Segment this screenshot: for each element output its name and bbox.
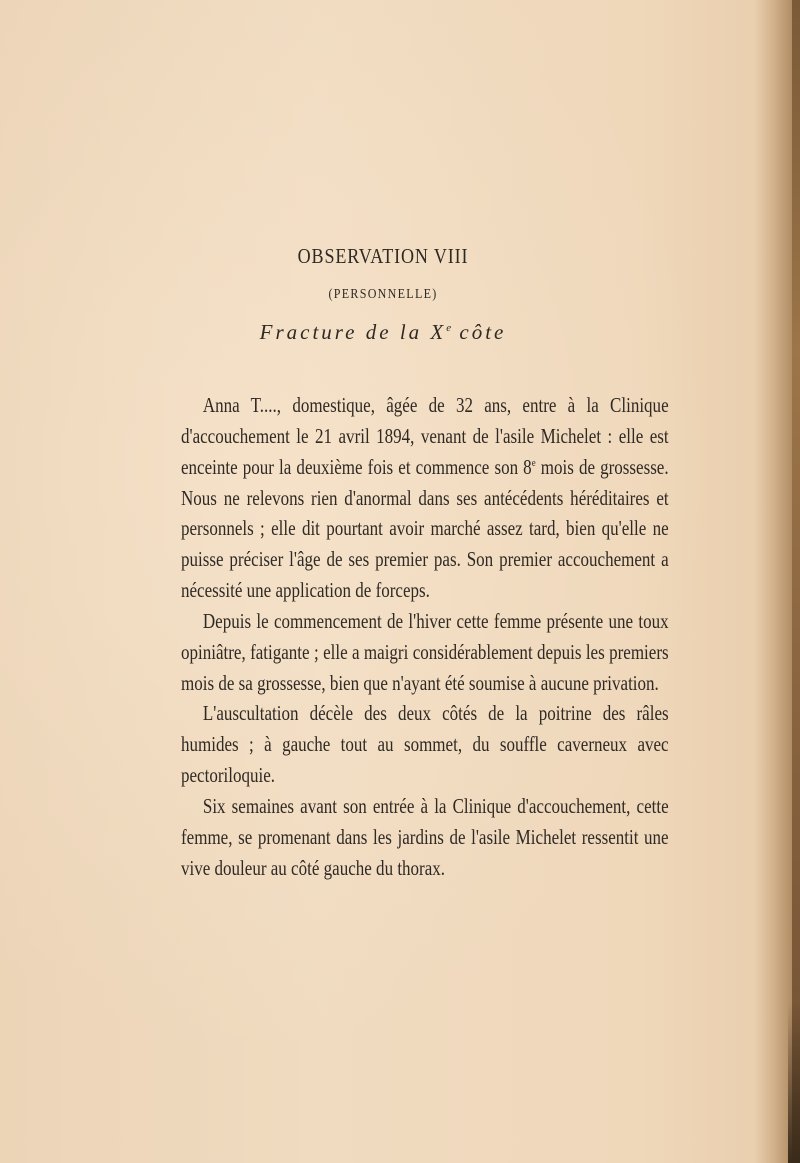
body-text xyxy=(181,390,669,884)
page-corner-shadow xyxy=(788,1003,800,1163)
case-title xyxy=(0,320,766,345)
binding-edge xyxy=(792,0,800,1163)
case-title-sup: e xyxy=(446,322,452,334)
paragraph-1-post: mois de grossesse. Nous ne relevons rien d'anormal dans ses antécédents héréditaires et personnels ; elle dit pourtant avoir marché assez tard, bien qu'elle ne puisse préciser l'âge de ses premier pas. Son premier accouchement a nécessité une application de forceps. xyxy=(181,454,669,603)
observation-subtitle: (PERSONNELLE) xyxy=(328,287,438,302)
paragraph-1 xyxy=(181,390,669,606)
observation-title: OBSERVATION VIII xyxy=(297,244,469,268)
paragraph-4: Six semaines avant son entrée à la Clinique d'accouchement, cette femme, se promenant dans les jardins de l'asile Michelet ressentit une vive douleur au côté gauche du thorax. xyxy=(181,793,669,880)
paragraph-1-pre: Anna T...., domestique, âgée de 32 ans, entre à la Clinique d'accouchement le 21 avril 1894, venant de l'asile Michelet : elle est enceinte pour la deuxième fois et commence son 8 xyxy=(181,393,669,479)
paragraph-1-sup: e xyxy=(531,456,536,469)
paragraph-3: L'auscultation décèle des deux côtés de la poitrine des râles humides ; à gauche tout au sommet, du souffle caverneux avec pectoriloquie. xyxy=(181,701,669,788)
paragraph-2: Depuis le commencement de l'hiver cette femme présente une toux opiniâtre, fatigante ; elle a maigri considérablement depuis les premiers mois de sa grossesse, bien que n'ayant été soumise à aucune privation. xyxy=(181,608,669,695)
case-title-pre: Fracture de la X xyxy=(259,320,447,344)
case-title-post: côte xyxy=(451,320,507,344)
